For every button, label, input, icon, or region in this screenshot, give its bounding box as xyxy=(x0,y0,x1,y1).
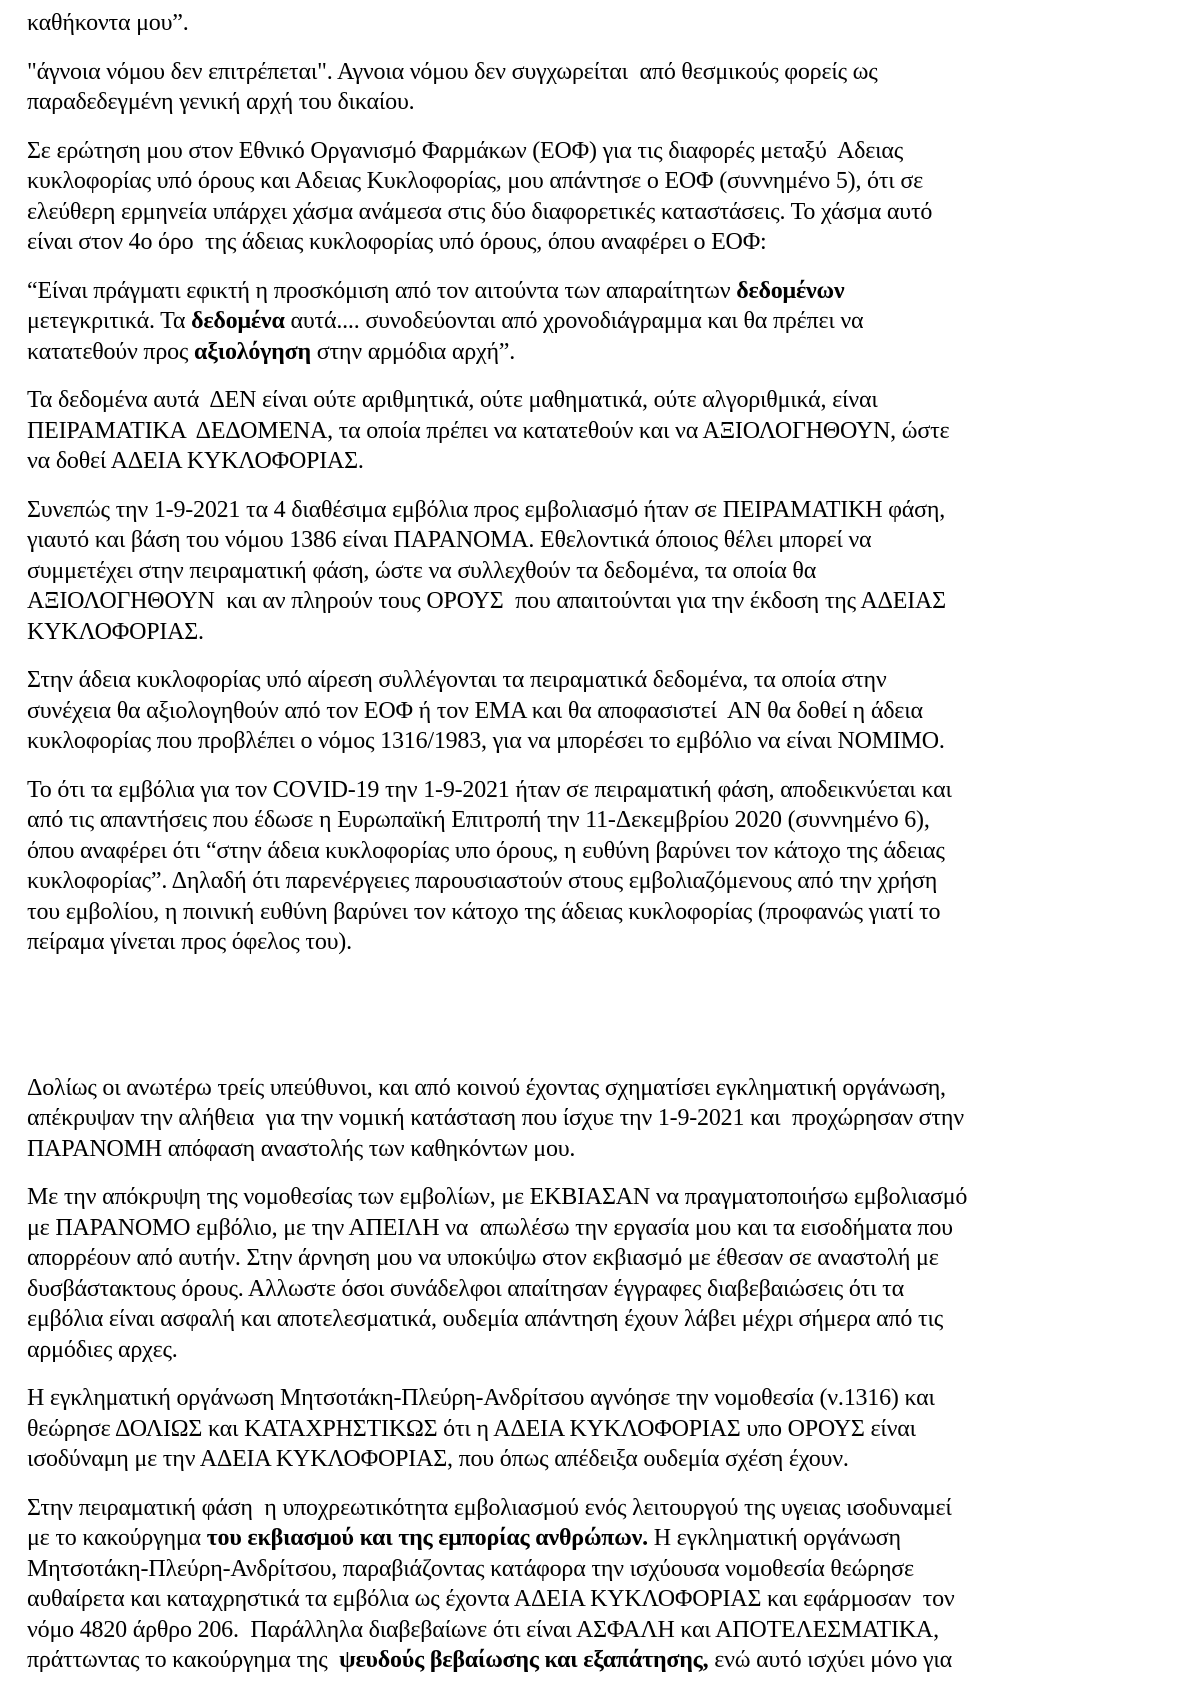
text-run: Η εγκληματική οργάνωση xyxy=(647,1525,901,1551)
bold-text-run: αξιολόγηση xyxy=(194,338,311,365)
text-run: από τις απαντήσεις που έδωσε η Ευρωπαϊκή Επιτροπή την 11-Δεκεμβρίου 2020 (συννημένο 6), xyxy=(27,807,930,833)
text-run: πράττωντας το κακούργημα της xyxy=(27,1647,340,1673)
text-line xyxy=(27,1134,1188,1165)
text-line xyxy=(27,897,1188,928)
text-line xyxy=(27,1304,1188,1335)
text-run: απέκρυψαν την αλήθεια για την νομική κατάσταση που ίσχυε την 1-9-2021 και προχώρησαν στην xyxy=(27,1105,964,1131)
text-line xyxy=(27,1335,1188,1366)
text-run: κατατεθούν προς xyxy=(27,338,195,365)
text-line xyxy=(27,8,1188,39)
text-line xyxy=(27,57,1188,88)
paragraph xyxy=(27,1493,1188,1676)
text-run: γιαυτό και βάση του νόμου 1386 είναι ΠΑΡΑΝΟΜΑ. Εθελοντικά όποιος θέλει μπορεί να xyxy=(27,527,872,553)
text-line xyxy=(27,1444,1188,1475)
text-line xyxy=(27,87,1188,118)
text-run: Το ότι τα εμβόλια για τον COVID-19 την 1-9-2021 ήταν σε πειραματική φάση, αποδεικνύεται και xyxy=(27,776,952,803)
text-line xyxy=(27,805,1188,836)
text-run: Σε ερώτηση μου στον Εθνικό Οργανισμό Φαρμάκων (ΕΟΦ) για τις διαφορές μεταξύ Αδειας xyxy=(27,137,904,164)
paragraph xyxy=(27,665,1188,757)
text-run: πείραμα γίνεται προς όφελος του). xyxy=(27,929,352,955)
text-run: Δολίως οι ανωτέρω τρείς υπεύθυνοι, και από κοινού έχοντας σχηματίσει εγκληματική οργάνωση, xyxy=(27,1074,946,1101)
paragraph xyxy=(27,385,1188,477)
bold-text-run: ψευδούς βεβαίωσης και εξαπάτησης, xyxy=(339,1647,709,1673)
text-run: κυκλοφορίας”. Δηλαδή ότι παρενέργειες παρουσιαστούν στους εμβολιαζόμενους από την χρήση xyxy=(27,868,938,894)
text-run: Στην άδεια κυκλοφορίας υπό αίρεση συλλέγονται τα πειραματικά δεδομένα, τα οποία στην xyxy=(27,667,887,693)
text-run: ελεύθερη ερμηνεία υπάρχει χάσμα ανάμεσα στις δύο διαφορετικές καταστάσεις. Το χάσμα αυτό xyxy=(27,198,933,225)
text-line xyxy=(27,495,1188,526)
text-line xyxy=(27,166,1188,197)
text-run: ΚΥΚΛΟΦΟΡΙΑΣ. xyxy=(27,618,204,645)
text-run: Μητσοτάκη-Πλεύρη-Ανδρίτσου, παραβιάζοντας κατάφορα την ισχύουσα νομοθεσία θεώρησε xyxy=(27,1555,914,1582)
text-run: ΠΕΙΡΑΜΑΤΙΚΑ ΔΕΔΟΜΕΝΑ, τα οποία πρέπει να κατατεθούν και να ΑΞΙΟΛΟΓΗΘΟΥΝ, ώστε xyxy=(27,417,950,444)
text-run: ενώ αυτό ισχύει μόνο για xyxy=(708,1647,953,1673)
text-run: εμβόλια είναι ασφαλή και αποτελεσματικά, ουδεμία απάντηση έχουν λάβει μέχρι σήμερα από τις xyxy=(27,1306,944,1332)
text-run: ΑΞΙΟΛΟΓΗΘΟΥΝ και αν πληρούν τους ΟΡΟΥΣ που απαιτούνται για την έκδοση της ΑΔΕΙΑΣ xyxy=(27,588,946,614)
text-line xyxy=(27,1493,1188,1524)
text-line xyxy=(27,525,1188,556)
text-line xyxy=(27,866,1188,897)
text-line xyxy=(27,1414,1188,1445)
text-run: με το κακούργημα xyxy=(27,1525,207,1551)
paragraph xyxy=(27,1073,1188,1165)
text-line xyxy=(27,775,1188,806)
text-line xyxy=(27,1243,1188,1274)
text-line xyxy=(27,136,1188,167)
text-line xyxy=(27,1645,1188,1676)
text-run: κυκλοφορίας που προβλέπει ο νόμος 1316/1983, για να μπορέσει το εμβόλιο να είναι ΝΟΜΙΜΟ. xyxy=(27,728,945,754)
text-run: θεώρησε ΔΟΛΙΩΣ και ΚΑΤΑΧΡΗΣΤΙΚΩΣ ότι η ΑΔΕΙΑ ΚΥΚΛΟΦΟΡΙΑΣ υπο ΟΡΟΥΣ είναι xyxy=(27,1415,916,1442)
text-run: δυσβάστακτους όρους. Αλλωστε όσοι συνάδελφοι απαίτησαν έγγραφες διαβεβαιώσεις ότι τα xyxy=(27,1275,904,1302)
text-run: κυκλοφορίας υπό όρους και Αδειας Κυκλοφορίας, μου απάντησε ο ΕΟΦ (συννημένο 5), ότι σε xyxy=(27,168,923,194)
paragraph xyxy=(27,1383,1188,1475)
text-run: αυτά.... συνοδεύονται από χρονοδιάγραμμα και θα πρέπει να xyxy=(284,308,864,334)
text-line xyxy=(27,696,1188,727)
text-line xyxy=(27,1274,1188,1305)
text-line xyxy=(27,446,1188,477)
paragraph xyxy=(27,495,1188,648)
text-line xyxy=(27,1103,1188,1134)
text-line xyxy=(27,726,1188,757)
text-line xyxy=(27,1182,1188,1213)
text-run: νόμο 4820 άρθρο 206. Παράλληλα διαβεβαίωνε ότι είναι ΑΣΦΑΛΗ και ΑΠΟΤΕΛΕΣΜΑΤΙΚΑ, xyxy=(27,1616,939,1643)
text-line xyxy=(27,556,1188,587)
text-line xyxy=(27,337,1188,368)
text-run: "άγνοια νόμου δεν επιτρέπεται". Αγνοια νόμου δεν συγχωρείται από θεσμικούς φορείς ως xyxy=(27,58,878,85)
text-line xyxy=(27,416,1188,447)
text-run: Η εγκληματική οργάνωση Μητσοτάκη-Πλεύρη-Ανδρίτσου αγνόησε την νομοθεσία (ν.1316) και xyxy=(27,1385,935,1411)
paragraph xyxy=(27,136,1188,258)
paragraph xyxy=(27,1182,1188,1365)
text-run: Στην πειραματική φάση η υποχρεωτικότητα εμβολιασμού ενός λειτουργού της υγειας ισοδυναμεί xyxy=(27,1494,952,1521)
paragraph xyxy=(27,775,1188,958)
bold-text-run: δεδομένα xyxy=(191,308,285,334)
text-run: αυθαίρετα και καταχρηστικά τα εμβόλια ως έχοντα ΑΔΕΙΑ ΚΥΚΛΟΦΟΡΙΑΣ και εφάρμοσαν τον xyxy=(27,1586,955,1612)
paragraph xyxy=(27,8,1188,39)
text-line xyxy=(27,1615,1188,1646)
text-line xyxy=(27,1213,1188,1244)
bold-text-run: του εκβιασμού και της εμπορίας ανθρώπων. xyxy=(206,1525,648,1551)
text-line xyxy=(27,306,1188,337)
text-run: Με την απόκρυψη της νομοθεσίας των εμβολίων, με ΕΚΒΙΑΣΑΝ να πραγματοποιήσω εμβολιασμό xyxy=(27,1184,968,1210)
text-run: “Είναι πράγματι εφικτή η προσκόμιση από τον αιτούντα των απαραίτητων xyxy=(27,277,737,304)
text-line xyxy=(27,1584,1188,1615)
text-run: συνέχεια θα αξιολογηθούν από τον ΕΟΦ ή τον ΕΜΑ και θα αποφασιστεί ΑΝ θα δοθεί η άδεια xyxy=(27,697,923,724)
text-run: ισοδύναμη με την ΑΔΕΙΑ ΚΥΚΛΟΦΟΡΙΑΣ, που όπως απέδειξα ουδεμία σχέση έχουν. xyxy=(27,1446,849,1472)
text-line xyxy=(27,586,1188,617)
bold-text-run: δεδομένων xyxy=(736,277,845,304)
text-run: όπου αναφέρει ότι “στην άδεια κυκλοφορίας υπο όρους, η ευθύνη βαρύνει τον κάτοχο της άδειας xyxy=(27,837,945,864)
text-run: με ΠΑΡΑΝΟΜΟ εμβόλιο, με την ΑΠΕΙΛΗ να απωλέσω την εργασία μου και τα εισοδήματα που xyxy=(27,1214,953,1241)
text-line xyxy=(27,1523,1188,1554)
text-line xyxy=(27,1554,1188,1585)
text-line xyxy=(27,1383,1188,1414)
text-run: συμμετέχει στην πειραματική φάση, ώστε να συλλεχθούν τα δεδομένα, τα οποία θα xyxy=(27,557,817,584)
text-run: παραδεδεγμένη γενική αρχή του δικαίου. xyxy=(27,89,415,115)
text-run: μετεγκριτικά. Τα xyxy=(27,308,192,334)
paragraph xyxy=(27,276,1188,368)
text-line xyxy=(27,836,1188,867)
text-line xyxy=(27,227,1188,258)
text-line xyxy=(27,276,1188,307)
text-run: είναι στον 4ο όρο της άδειας κυκλοφορίας υπό όρους, όπου αναφέρει ο ΕΟΦ: xyxy=(27,229,767,255)
text-line xyxy=(27,617,1188,648)
text-run: καθήκοντα μου”. xyxy=(27,10,189,36)
text-run: απορρέουν από αυτήν. Στην άρνηση μου να υποκύψω στον εκβιασμό με έθεσαν σε αναστολή με xyxy=(27,1245,939,1271)
text-line xyxy=(27,197,1188,228)
text-line xyxy=(27,665,1188,696)
text-line xyxy=(27,1073,1188,1104)
paragraph xyxy=(27,57,1188,118)
text-run: στην αρμόδια αρχή”. xyxy=(310,338,516,365)
text-run: αρμόδιες αρχες. xyxy=(27,1336,178,1363)
text-run: Συνεπώς την 1-9-2021 τα 4 διαθέσιμα εμβόλια προς εμβολιασμό ήταν σε ΠΕΙΡΑΜΑΤΙΚΗ φάση, xyxy=(27,496,946,523)
text-line xyxy=(27,927,1188,958)
text-run: ΠΑΡΑΝΟΜΗ απόφαση αναστολής των καθηκόντων μου. xyxy=(27,1135,576,1162)
text-line xyxy=(27,385,1188,416)
text-run: να δοθεί ΑΔΕΙΑ ΚΥΚΛΟΦΟΡΙΑΣ. xyxy=(27,448,364,474)
text-run: του εμβολίου, η ποινική ευθύνη βαρύνει τον κάτοχο της άδειας κυκλοφορίας (προφανώς γιατί το xyxy=(27,898,941,925)
document-body xyxy=(27,8,1188,1676)
text-run: Τα δεδομένα αυτά ΔΕΝ είναι ούτε αριθμητικά, ούτε μαθηματικά, ούτε αλγοριθμικά, είναι xyxy=(27,387,878,413)
